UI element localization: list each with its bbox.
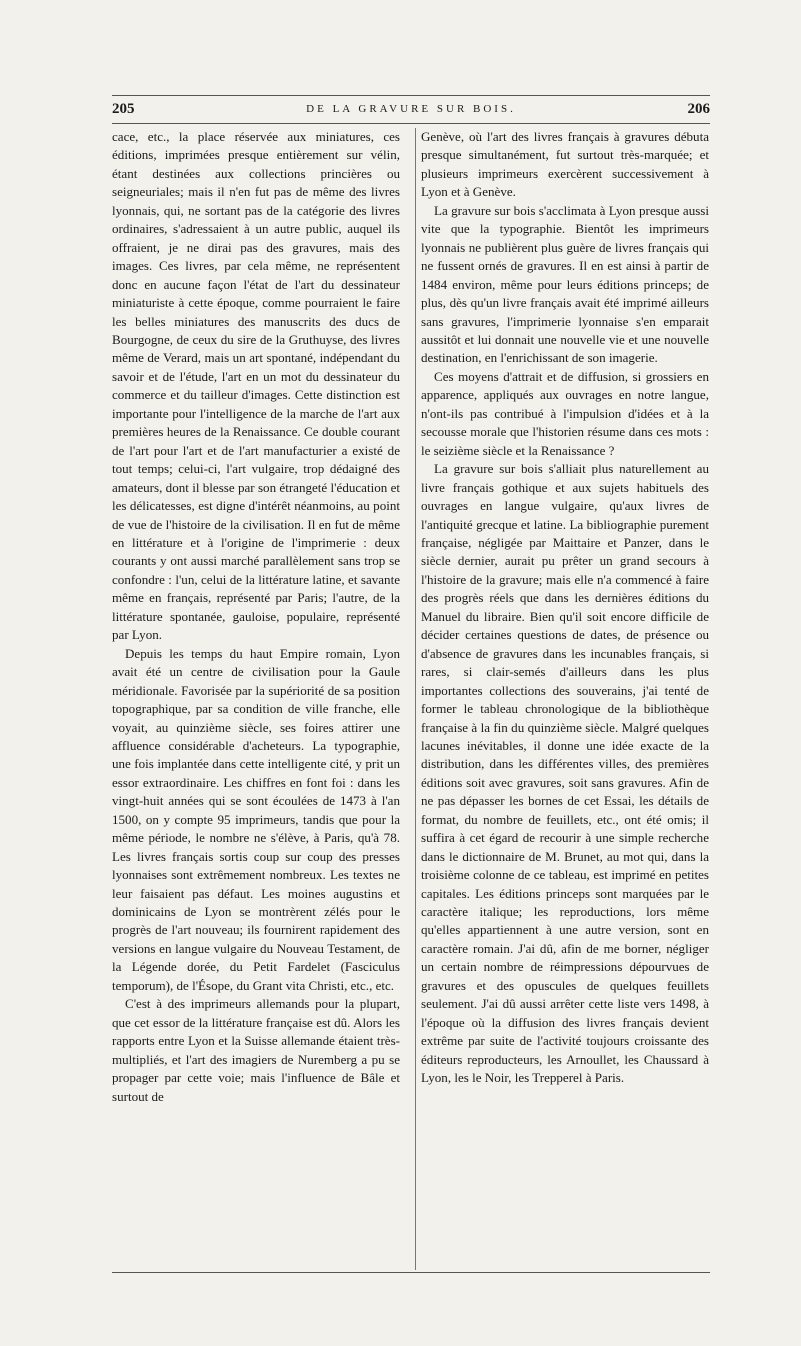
- paragraph: cace, etc., la place réservée aux miniatures, ces éditions, imprimées presque entièrement sur vélin, étant destinées aux collections princières ou seigneuriales; mais il n'en fut pas de même des livres lyonnais, qui, ne sortant pas de la catégorie des livres ordinaires, s'adressaient à un autre public, auquel ils offraient, je ne dirai pas des gravures, mais des images. Ces livres, par cela même, ne représentent donc en aucune façon l'état de l'art du dessinateur miniaturiste à cette époque, comme pourraient le faire les belles miniatures des manuscrits des ducs de Bourgogne, de ceux du sire de la Gruthuyse, des livres même de Verard, mais un art spontané, indépendant du savoir et de l'étude, l'art en un mot du dessinateur du commerce et du tailleur d'images. Cette distinction est importante pour l'intelligence de la marche de l'art aux premières heures de la Renaissance. Ce double courant de l'art pour l'art et de l'art manufacturier a existé de tout temps; celui-ci, l'art vulgaire, trop dédaigné des amateurs, dont il blesse par son étrangeté l'éducation et les délicatesses, est digne d'intérêt néanmoins, au point de vue de l'histoire de la civilisation. Il en fut de même en littérature et à l'origine de l'imprimerie : deux courants y ont aussi marché parallèlement sans trop se confondre : l'un, celui de la littérature latine, et savante même en français, représenté par Paris; l'autre, de la littérature spontanée, gauloise, populaire, représenté par Lyon.: [112, 129, 400, 643]
- paragraph: La gravure sur bois s'acclimata à Lyon presque aussi vite que la typographie. Bientôt les imprimeurs lyonnais ne publièrent plus guère de livres français qui ne fussent ornés de gravures. Il en est ainsi à partir de 1484 environ, même pour leurs éditions princeps; de plus, dès qu'un livre français avait été imprimé ailleurs sans gravures, l'imprimerie lyonnaise s'en emparait aussitôt et lui donnait une nouvelle vie et une nouvelle destination, en l'enrichissant de son imagerie.: [421, 202, 709, 366]
- column-divider: [415, 128, 416, 1270]
- paragraph: La gravure sur bois s'alliait plus naturellement au livre français gothique et aux sujets habituels des ouvrages en langue vulgaire, qu'aux livres de l'antiquité grecque et latine. La bibliographie purement française, négligée par Maittaire et Panzer, dans le siècle dernier, aurait pu prêter un grand secours à l'histoire de la gravure; mais elle n'a commencé à faire des progrès réels que dans les dernières éditions du Manuel du libraire. Bien qu'il soit encore difficile de décider certaines questions de dates, de présence ou d'absence de gravures dans les incunables français, si rares, si clair-semés d'ailleurs dans les plus importantes collections des souverains, j'ai tenté de former le tableau chronologique de la bibliothèque française à la fin du quinzième siècle. Malgré quelques lacunes inévitables, il donne une idée exacte de la distribution, dans les différentes villes, des premières éditions soit avec gravures, soit sans gravures. Afin de ne pas dépasser les bornes de cet Essai, les détails de format, du nombre de feuillets, etc., ont été omis; il suffira à cet égard de recourir à une simple recherche dans le dictionnaire de M. Brunet, au mot qui, dans la troisième colonne de ce tableau, est imprimé en petites capitales. Les éditions princeps sont marquées par le caractère italique; les reproductions, lors même qu'elles appartiennent à une autre version, sont en caractère romain. J'ai dû, afin de me borner, négliger un certain nombre de réimpressions dépourvues de gravures et des opuscules de quelques feuillets seulement. J'ai dû aussi arrêter cette liste vers 1498, à l'époque où la diffusion des livres français devient extrême par suite de l'activité toujours croissante des éditeurs reproducteurs, les Arnoullet, les Chaussard à Lyon, les le Noir, les Trepperel à Paris.: [421, 461, 709, 1086]
- header-rule-bottom: [112, 123, 710, 124]
- footer-rule: [112, 1272, 710, 1273]
- paragraph: C'est à des imprimeurs allemands pour la plupart, que cet essor de la littérature française est dû. Alors les rapports entre Lyon et la Suisse allemande étaient très-multipliés, et l'art des imagiers de Nuremberg a pu se propager par cette voie; mais l'influence de Bâle et surtout de: [112, 996, 400, 1104]
- left-column: [112, 128, 400, 1106]
- paragraph: Depuis les temps du haut Empire romain, Lyon avait été un centre de civilisation pour la Gaule méridionale. Favorisée par la supériorité de sa position topographique, par sa condition de ville franche, elle voyait, au quinzième siècle, ses foires attirer une affluence considérable d'acheteurs. La typographie, une fois implantée dans cette intelligente cité, y prit un essor extraordinaire. Les chiffres en font foi : dans les vingt-huit années qui se sont écoulées de 1473 à l'an 1500, on y compte 95 imprimeurs, tandis que pour la même période, le nombre ne s'élève, à Paris, qu'à 78. Les livres français sortis coup sur coup des presses lyonnaises sont extrêmement nombreux. Les textes ne leur faisaient pas défaut. Les moines augustins et dominicains de Lyon se montrèrent zélés pour le progrès de l'art nouveau; ils fournirent rapidement des versions en langue vulgaire du Nouveau Testament, de la Légende dorée, du Petit Fardelet (Fasciculus temporum), de l'Ésope, du Grant vita Christi, etc., etc.: [112, 645, 400, 993]
- running-title: DE LA GRAVURE SUR BOIS.: [306, 103, 516, 115]
- page-number-right: 206: [687, 101, 710, 117]
- paragraph: Ces moyens d'attrait et de diffusion, si grossiers en apparence, appliqués aux ouvrages en notre langue, n'ont-ils pas contribué à l'impulsion d'idées et à la secousse morale que l'historien résume dans ces mots : le seizième siècle et la Renaissance ?: [421, 368, 709, 458]
- paragraph: Genève, où l'art des livres français à gravures débuta presque simultanément, fut surtout très-marquée; et plusieurs imprimeurs exercèrent successivement à Lyon et à Genève.: [421, 129, 709, 200]
- page-header: [112, 101, 710, 123]
- page-number-left: 205: [112, 101, 135, 117]
- header-rule-top: [112, 95, 710, 96]
- right-column: [421, 128, 709, 1088]
